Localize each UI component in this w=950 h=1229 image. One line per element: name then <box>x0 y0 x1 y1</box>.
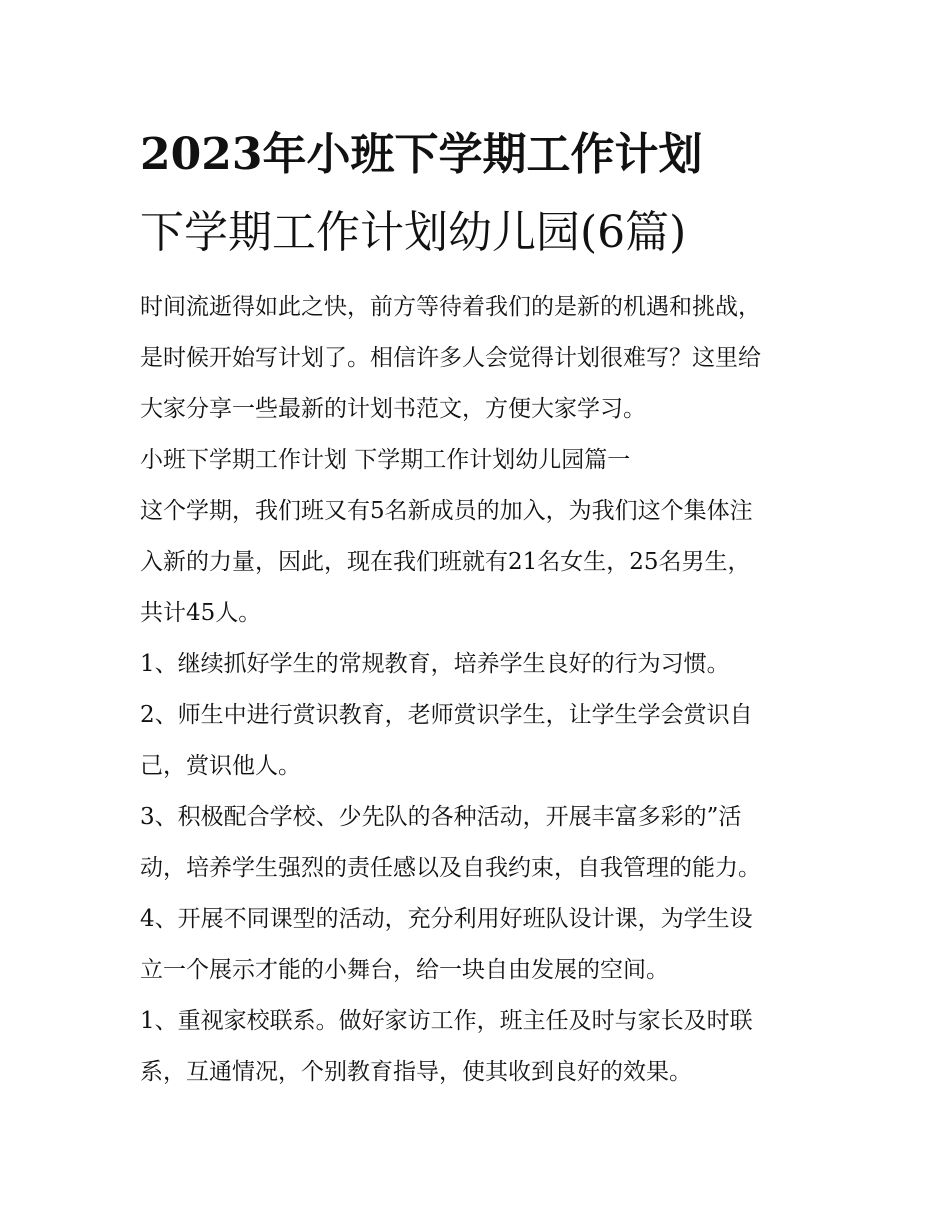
text-line: 时间流逝得如此之快，前方等待着我们的是新的机遇和挑战， <box>140 294 761 320</box>
text-line: 这个学期，我们班又有5名新成员的加入，为我们这个集体注 <box>140 498 753 524</box>
list-item-line: 3、积极配合学校、少先队的各种活动，开展丰富多彩的”活 <box>140 804 742 830</box>
text-line: 共计45人。 <box>140 600 262 626</box>
list-item-line: 4、开展不同课型的活动，充分利用好班队设计课，为学生设 <box>140 906 753 932</box>
text-line: 是时候开始写计划了。相信许多人会觉得计划很难写？这里给 <box>140 345 761 371</box>
document-body <box>140 116 820 1098</box>
title-line-2: 下学期工作计划幼儿园(6篇) <box>140 207 687 258</box>
list-item-line: 系，互通情况，个别教育指导，使其收到良好的效果。 <box>140 1059 692 1085</box>
section-heading: 小班下学期工作计划 下学期工作计划幼儿园篇一 <box>140 447 631 473</box>
list-item-line: 1、继续抓好学生的常规教育，培养学生良好的行为习惯。 <box>140 651 730 677</box>
list-item-line: 2、师生中进行赏识教育，老师赏识学生，让学生学会赏识自 <box>140 702 753 728</box>
list-item-line: 1、重视家校联系。做好家访工作，班主任及时与家长及时联 <box>140 1008 753 1034</box>
list-item-line: 立一个展示才能的小舞台，给一块自由发展的空间。 <box>140 957 669 983</box>
text-line: 大家分享一些最新的计划书范文，方便大家学习。 <box>140 396 646 422</box>
list-item-line: 动，培养学生强烈的责任感以及自我约束，自我管理的能力。 <box>140 855 761 881</box>
text-line: 入新的力量，因此，现在我们班就有21名女生，25名男生， <box>140 549 751 575</box>
title-line-1: 2023年小班下学期工作计划 <box>140 129 703 180</box>
document-title <box>140 116 820 272</box>
list-item-line: 己，赏识他人。 <box>140 753 301 779</box>
